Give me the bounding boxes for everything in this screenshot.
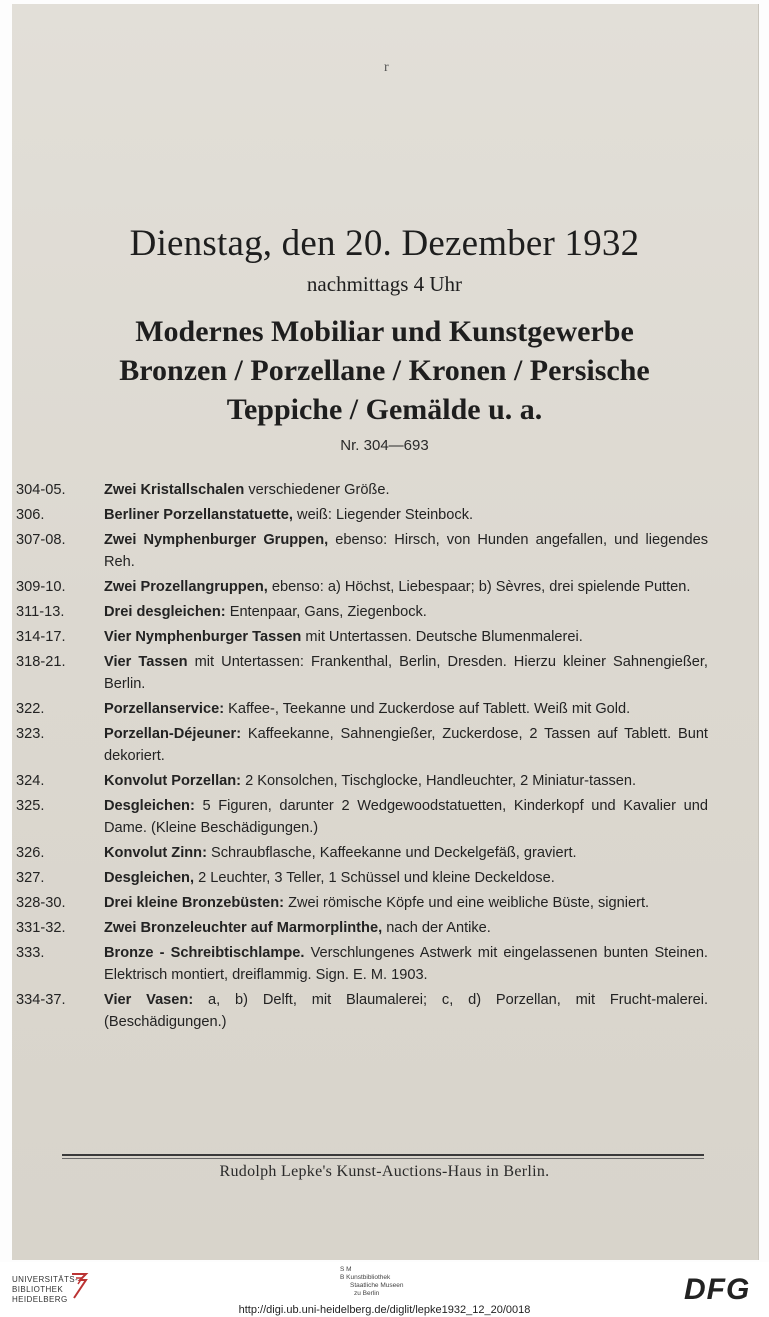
lot-description: verschiedener Größe. [244, 482, 390, 498]
lot-list [16, 479, 709, 1036]
sm-line-1: S M [340, 1266, 352, 1273]
lot-description: 5 Figuren, darunter 2 Wedgewoodstatuetten, Kinderkopf und Kavalier und Dame. (Kleine Beschädigungen.) [104, 798, 708, 836]
heading-topic-line: Modernes Mobiliar und Kunstgewerbe [135, 315, 634, 348]
lot-description: mit Untertassen: Frankenthal, Berlin, Dresden. Hierzu kleiner Sahnengießer, Berlin. [104, 654, 708, 692]
lot-range: Nr. 304—693 [340, 437, 429, 454]
lot-title: Drei desgleichen: [104, 604, 226, 620]
lot-item [16, 698, 708, 720]
divider-rule [62, 1154, 704, 1156]
uni-line-2: BIBLIOTHEK [12, 1285, 64, 1294]
lot-item [16, 942, 708, 986]
lot-description: Schraubflasche, Kaffeekanne und Deckelgefäß, graviert. [206, 845, 577, 861]
uni-line-1: UNIVERSITÄTS- [12, 1275, 79, 1284]
heading-topic [0, 312, 769, 429]
university-logo-icon [66, 1270, 94, 1300]
lot-item [16, 576, 708, 598]
lot-description: ebenso: Hirsch, von Hunden angefallen, und liegendes Reh. [104, 532, 709, 570]
lot-number: 326. [16, 845, 45, 861]
lot-title: Vier Vasen: [104, 992, 194, 1008]
lot-item [16, 723, 708, 767]
page-mark: r [384, 60, 389, 75]
lot-description: mit Untertassen. Deutsche Blumenmalerei. [301, 629, 583, 645]
lot-number: 314-17. [16, 629, 66, 645]
lot-title: Bronze - Schreibtischlampe. [104, 945, 305, 961]
lot-number: 324. [16, 773, 45, 789]
lot-title: Desgleichen, [104, 870, 195, 886]
lot-number: 322. [16, 701, 45, 717]
lot-title: Vier Tassen [104, 654, 188, 670]
dfg-logo: DFG [684, 1273, 751, 1306]
sm-line-2: B Kunstbibliothek [340, 1274, 391, 1281]
lot-description: 2 Leuchter, 3 Teller, 1 Schüssel und kleine Deckeldose. [194, 870, 555, 886]
lot-number: 331-32. [16, 920, 66, 936]
lot-number: 306. [16, 507, 45, 523]
lot-title: Konvolut Porzellan: [104, 773, 242, 789]
lot-title: Zwei Kristallschalen [104, 482, 245, 498]
lot-number: 311-13. [16, 604, 65, 620]
lot-item [16, 917, 708, 939]
lot-item [16, 479, 708, 501]
lot-description: Zwei römische Köpfe und eine weibliche Büste, signiert. [284, 895, 650, 911]
heading-topic-text [0, 312, 769, 429]
lot-number: 333. [16, 945, 45, 961]
lot-item [16, 867, 708, 889]
lot-number: 334-37. [16, 992, 66, 1008]
lot-number: 318-21. [16, 654, 66, 670]
lot-title: Drei kleine Bronzebüsten: [104, 895, 285, 911]
lot-description: Kaffee-, Teekanne und Zuckerdose auf Tablett. Weiß mit Gold. [224, 701, 631, 717]
lot-description: Kaffeekanne, Sahnengießer, Zuckerdose, 2 Tassen auf Tablett. Bunt dekoriert. [104, 726, 708, 764]
sm-line-4: zu Berlin [354, 1290, 380, 1297]
lot-title: Zwei Nymphenburger Gruppen, [104, 532, 329, 548]
lot-description: 2 Konsolchen, Tischglocke, Handleuchter, 2 Miniatur-tassen. [241, 773, 637, 789]
uni-line-3: HEIDELBERG [12, 1295, 68, 1304]
lot-number: 328-30. [16, 895, 66, 911]
lot-description: weiß: Liegender Steinbock. [292, 507, 474, 523]
lot-title: Zwei Bronzeleuchter auf Marmorplinthe, [104, 920, 383, 936]
source-url[interactable]: http://digi.ub.uni-heidelberg.de/diglit/lepke1932_12_20/0018 [238, 1304, 531, 1316]
lot-title: Zwei Prozellangruppen, [104, 579, 268, 595]
lot-item [16, 770, 708, 792]
lot-title: Konvolut Zinn: [104, 845, 207, 861]
lot-item [16, 842, 708, 864]
lot-item [16, 795, 708, 839]
lot-title: Berliner Porzellanstatuette, [104, 507, 293, 523]
lot-number: 309-10. [16, 579, 66, 595]
lot-title: Desgleichen: [104, 798, 195, 814]
lot-title: Porzellan-Déjeuner: [104, 726, 242, 742]
lot-number: 307-08. [16, 532, 66, 548]
lot-description: ebenso: a) Höchst, Liebespaar; b) Sèvres, drei spielende Putten. [267, 579, 691, 595]
lot-description: Entenpaar, Gans, Ziegenbock. [225, 604, 427, 620]
lot-number: 325. [16, 798, 45, 814]
heading-topic-line: Bronzen / Porzellane / Kronen / Persische [119, 354, 650, 387]
lot-item [16, 529, 709, 573]
publisher-footer: Rudolph Lepke's Kunst-Auctions-Haus in Berlin. [219, 1163, 550, 1180]
lot-item [16, 504, 708, 526]
lot-description: nach der Antike. [382, 920, 491, 936]
lot-number: 304-05. [16, 482, 66, 498]
lot-item [16, 989, 708, 1033]
lot-number: 327. [16, 870, 45, 886]
lot-description: a, b) Delft, mit Blaumalerei; c, d) Porzellan, mit Frucht-malerei. (Beschädigungen.) [104, 992, 708, 1030]
sm-line-3: Staatliche Museen [350, 1282, 404, 1289]
lot-item [16, 601, 708, 623]
lot-item [16, 651, 708, 695]
heading-time: nachmittags 4 Uhr [306, 272, 463, 296]
lot-item [16, 892, 708, 914]
lot-title: Porzellanservice: [104, 701, 225, 717]
lot-number: 323. [16, 726, 45, 742]
museum-stamp [340, 1266, 460, 1298]
heading-date: Dienstag, den 20. Dezember 1932 [129, 223, 640, 264]
divider-rule-thin [62, 1158, 704, 1159]
lot-item [16, 626, 708, 648]
heading-topic-line: Teppiche / Gemälde u. a. [226, 393, 543, 426]
lot-title: Vier Nymphenburger Tassen [104, 629, 302, 645]
lot-description: Verschlungenes Astwerk mit eingelassenen bunten Steinen. Elektrisch montiert, dreiflammig. Sign. E. M. 1903. [104, 945, 708, 983]
